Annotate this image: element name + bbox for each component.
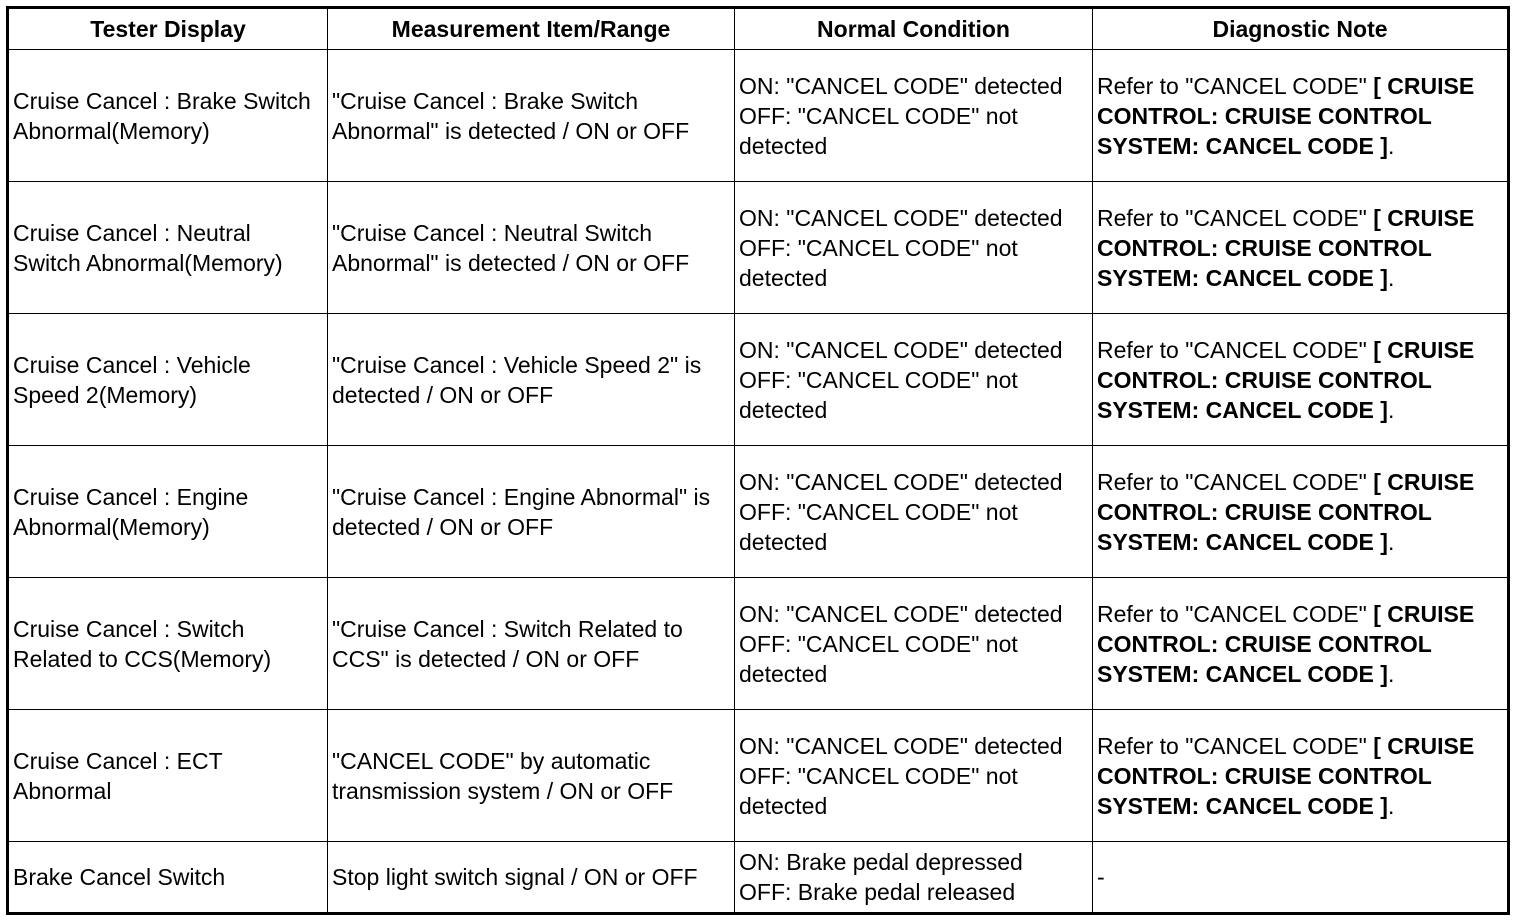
note-suffix: . xyxy=(1387,132,1395,159)
header-diagnostic-note: Diagnostic Note xyxy=(1093,8,1509,50)
normal-off: OFF: "CANCEL CODE" not detected xyxy=(739,234,1018,291)
table-row xyxy=(8,314,1509,446)
table-row xyxy=(8,710,1509,842)
cell-normal-condition xyxy=(735,314,1093,446)
header-measurement-item-range: Measurement Item/Range xyxy=(328,8,735,50)
cell-diagnostic-note xyxy=(1093,446,1509,578)
table-row xyxy=(8,446,1509,578)
table-row xyxy=(8,182,1509,314)
normal-off: OFF: "CANCEL CODE" not detected xyxy=(739,102,1018,159)
table-row xyxy=(8,50,1509,182)
table-header-row xyxy=(8,8,1509,50)
note-link[interactable]: [ CRUISE CONTROL: CRUISE CONTROL SYSTEM: CANCEL CODE ] xyxy=(1097,732,1475,819)
cell-tester-display: Cruise Cancel : ECT Abnormal xyxy=(8,710,328,842)
normal-on: ON: "CANCEL CODE" detected xyxy=(739,72,1063,99)
normal-off: OFF: "CANCEL CODE" not detected xyxy=(739,498,1018,555)
cell-measurement: Stop light switch signal / ON or OFF xyxy=(328,842,735,914)
cell-tester-display: Brake Cancel Switch xyxy=(8,842,328,914)
cell-normal-condition xyxy=(735,50,1093,182)
note-suffix: . xyxy=(1387,528,1395,555)
note-link[interactable]: [ CRUISE CONTROL: CRUISE CONTROL SYSTEM: CANCEL CODE ] xyxy=(1097,600,1475,687)
cell-normal-condition xyxy=(735,842,1093,914)
note-link[interactable]: [ CRUISE CONTROL: CRUISE CONTROL SYSTEM: CANCEL CODE ] xyxy=(1097,72,1475,159)
cell-measurement: "Cruise Cancel : Brake Switch Abnormal" is detected / ON or OFF xyxy=(328,50,735,182)
note-suffix: . xyxy=(1387,396,1395,423)
cell-tester-display: Cruise Cancel : Brake Switch Abnormal(Memory) xyxy=(8,50,328,182)
cell-normal-condition xyxy=(735,578,1093,710)
cell-diagnostic-note xyxy=(1093,578,1509,710)
note-prefix: Refer to "CANCEL CODE" xyxy=(1097,468,1374,495)
cell-diagnostic-note xyxy=(1093,842,1509,914)
cell-normal-condition xyxy=(735,446,1093,578)
normal-off: OFF: "CANCEL CODE" not detected xyxy=(739,630,1018,687)
note-prefix: Refer to "CANCEL CODE" xyxy=(1097,336,1374,363)
data-list-table-container xyxy=(6,6,1510,915)
cell-tester-display: Cruise Cancel : Switch Related to CCS(Memory) xyxy=(8,578,328,710)
data-list-table xyxy=(6,6,1510,915)
normal-off: OFF: "CANCEL CODE" not detected xyxy=(739,762,1018,819)
cell-tester-display: Cruise Cancel : Neutral Switch Abnormal(Memory) xyxy=(8,182,328,314)
cell-normal-condition xyxy=(735,710,1093,842)
cell-diagnostic-note xyxy=(1093,314,1509,446)
note-prefix: - xyxy=(1097,864,1105,890)
note-suffix: . xyxy=(1387,264,1395,291)
normal-on: ON: "CANCEL CODE" detected xyxy=(739,336,1063,363)
note-suffix: . xyxy=(1387,792,1395,819)
cell-measurement: "Cruise Cancel : Neutral Switch Abnormal" is detected / ON or OFF xyxy=(328,182,735,314)
cell-tester-display: Cruise Cancel : Vehicle Speed 2(Memory) xyxy=(8,314,328,446)
cell-measurement: "Cruise Cancel : Vehicle Speed 2" is detected / ON or OFF xyxy=(328,314,735,446)
cell-diagnostic-note xyxy=(1093,710,1509,842)
cell-diagnostic-note xyxy=(1093,182,1509,314)
header-tester-display: Tester Display xyxy=(8,8,328,50)
note-prefix: Refer to "CANCEL CODE" xyxy=(1097,72,1374,99)
note-prefix: Refer to "CANCEL CODE" xyxy=(1097,600,1374,627)
normal-on: ON: "CANCEL CODE" detected xyxy=(739,732,1063,759)
note-link[interactable]: [ CRUISE CONTROL: CRUISE CONTROL SYSTEM: CANCEL CODE ] xyxy=(1097,204,1475,291)
cell-measurement: "Cruise Cancel : Engine Abnormal" is detected / ON or OFF xyxy=(328,446,735,578)
cell-diagnostic-note xyxy=(1093,50,1509,182)
normal-off: OFF: "CANCEL CODE" not detected xyxy=(739,366,1018,423)
normal-on: ON: "CANCEL CODE" detected xyxy=(739,468,1063,495)
note-prefix: Refer to "CANCEL CODE" xyxy=(1097,732,1374,759)
cell-measurement: "Cruise Cancel : Switch Related to CCS" is detected / ON or OFF xyxy=(328,578,735,710)
normal-on: ON: "CANCEL CODE" detected xyxy=(739,600,1063,627)
table-row xyxy=(8,578,1509,710)
cell-tester-display: Cruise Cancel : Engine Abnormal(Memory) xyxy=(8,446,328,578)
normal-on: ON: Brake pedal depressed xyxy=(739,849,1023,875)
cell-normal-condition xyxy=(735,182,1093,314)
table-row xyxy=(8,842,1509,914)
note-prefix: Refer to "CANCEL CODE" xyxy=(1097,204,1374,231)
note-suffix: . xyxy=(1387,660,1395,687)
header-normal-condition: Normal Condition xyxy=(735,8,1093,50)
note-link[interactable]: [ CRUISE CONTROL: CRUISE CONTROL SYSTEM: CANCEL CODE ] xyxy=(1097,336,1475,423)
normal-off: OFF: Brake pedal released xyxy=(739,879,1016,905)
note-link[interactable]: [ CRUISE CONTROL: CRUISE CONTROL SYSTEM: CANCEL CODE ] xyxy=(1097,468,1475,555)
normal-on: ON: "CANCEL CODE" detected xyxy=(739,204,1063,231)
cell-measurement: "CANCEL CODE" by automatic transmission system / ON or OFF xyxy=(328,710,735,842)
